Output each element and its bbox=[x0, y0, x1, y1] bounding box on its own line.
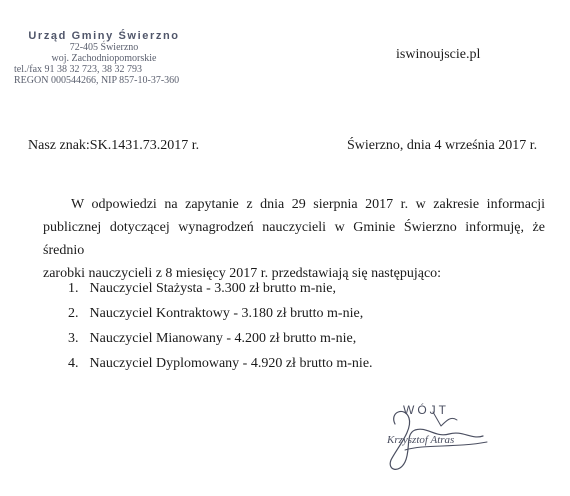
signature-title: WÓJT bbox=[403, 403, 449, 417]
salary-item-text: Nauczyciel Kontraktowy - 3.180 zł brutto m-nie, bbox=[89, 306, 364, 321]
letter-body-line: zarobki nauczycieli z 8 miesięcy 2017 r. przedstawiają się następująco: bbox=[43, 266, 442, 281]
letter-body-line: publicznej dotyczącej wynagrodzeń nauczycieli w Gminie Świerzno informuję, że średnio bbox=[43, 220, 545, 258]
salary-item-text: Nauczyciel Stażysta - 3.300 zł brutto m-nie, bbox=[89, 281, 336, 296]
salary-item-number: 4. bbox=[68, 356, 79, 371]
stamp-voivodeship: woj. Zachodniopomorskie bbox=[51, 53, 157, 64]
stamp-phone-fax: tel./fax 91 38 32 723, 38 32 793 bbox=[14, 64, 143, 75]
salary-item-text: Nauczyciel Dyplomowany - 4.920 zł brutto m-nie. bbox=[89, 356, 373, 371]
salary-item bbox=[68, 301, 373, 326]
stamp-office-name: Urząd Gminy Świerzno bbox=[28, 30, 180, 42]
stamp-postal-address: 72-405 Świerzno bbox=[69, 42, 139, 53]
salary-item bbox=[68, 276, 373, 301]
salary-item bbox=[68, 351, 373, 376]
salary-list bbox=[68, 276, 373, 376]
letter-body bbox=[43, 193, 545, 285]
salary-item bbox=[68, 326, 373, 351]
salary-item-number: 1. bbox=[68, 281, 79, 296]
official-stamp bbox=[14, 30, 194, 86]
stamp-regon-nip: REGON 000544266, NIP 857-10-37-360 bbox=[14, 75, 180, 86]
signature-name: Krzysztof Atras bbox=[387, 434, 455, 446]
place-and-date: Świerzno, dnia 4 września 2017 r. bbox=[347, 138, 538, 153]
letter-body-line: W odpowiedzi na zapytanie z dnia 29 sierpnia 2017 r. w zakresie informacji bbox=[71, 197, 545, 212]
salary-item-text: Nauczyciel Mianowany - 4.200 zł brutto m-nie, bbox=[89, 331, 357, 346]
signature-block bbox=[375, 390, 515, 480]
reference-number: Nasz znak:SK.1431.73.2017 r. bbox=[28, 138, 200, 153]
salary-item-number: 3. bbox=[68, 331, 79, 346]
website-label: iswinoujscie.pl bbox=[396, 47, 481, 62]
salary-item-number: 2. bbox=[68, 306, 79, 321]
